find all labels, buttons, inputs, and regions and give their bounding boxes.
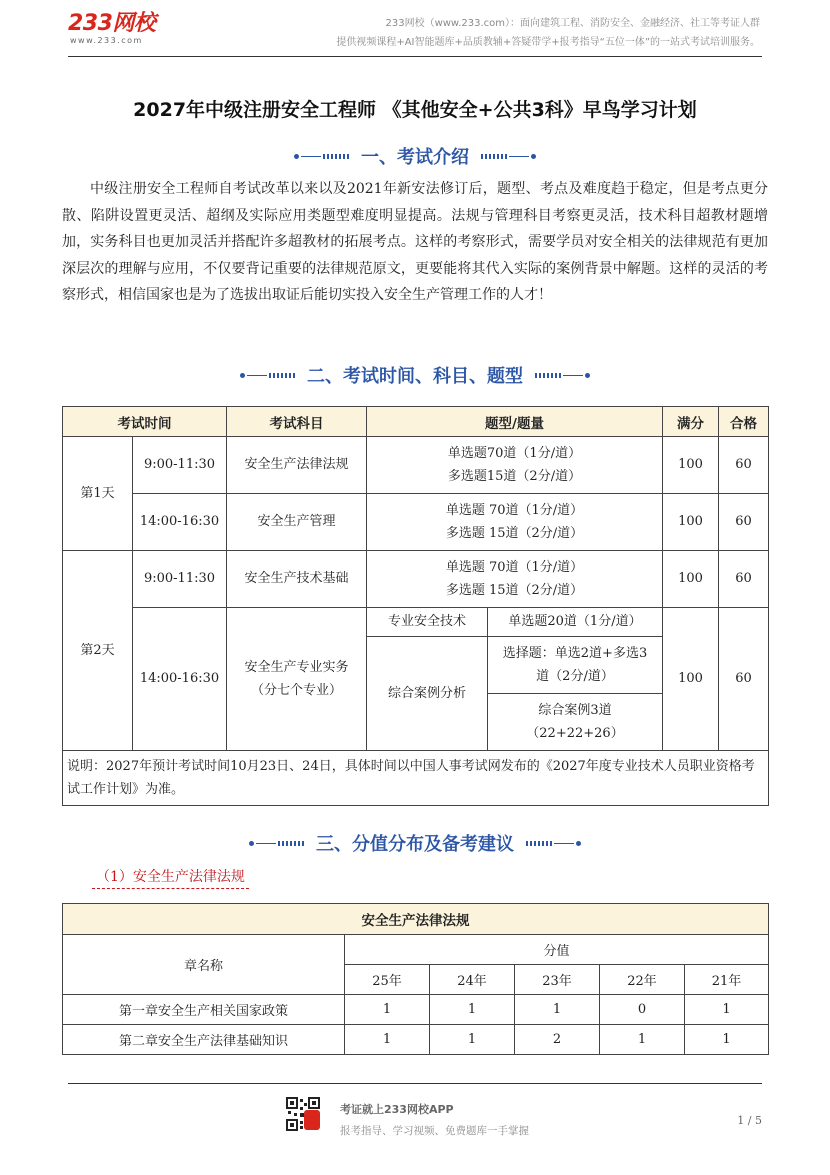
table-header-row xyxy=(63,407,769,437)
table-row xyxy=(63,494,769,551)
heading-ornament-right xyxy=(481,154,536,159)
score-cell: 1 xyxy=(515,995,600,1025)
heading-ornament-left xyxy=(294,154,349,159)
year-header: 21年 xyxy=(685,965,769,995)
footer-app-tagline: 报考指导、学习视频、免费题库一手掌握 xyxy=(340,1125,529,1137)
col-header-question-type: 题型/题量 xyxy=(367,407,663,437)
col-header-pass-score: 合格 xyxy=(719,407,769,437)
table-row xyxy=(63,551,769,608)
score-cell: 0 xyxy=(600,995,685,1025)
chapter-name: 第二章安全生产法律基础知识 xyxy=(63,1025,345,1055)
full-score-cell: 100 xyxy=(663,608,719,751)
question-cell: 选择题：单选2道+多选3 道（2分/道） xyxy=(488,637,663,694)
chapter-name: 第一章安全生产相关国家政策 xyxy=(63,995,345,1025)
logo-url: www.233.com xyxy=(70,36,143,45)
table-title-row xyxy=(63,904,769,935)
year-header: 23年 xyxy=(515,965,600,995)
heading-ornament-right xyxy=(526,841,581,846)
table-row xyxy=(63,995,769,1025)
score-cell: 1 xyxy=(685,1025,769,1055)
col-header-time: 考试时间 xyxy=(63,407,227,437)
table-note: 说明：2027年预计考试时间10月23日、24日，具体时间以中国人事考试网发布的《2027年度专业技术人员职业资格考试工作计划》为准。 xyxy=(63,751,769,806)
day-cell: 第1天 xyxy=(63,437,133,551)
question-cell: 单选题 70道（1分/道） 多选题 15道（2分/道） xyxy=(367,551,663,608)
year-header: 25年 xyxy=(345,965,430,995)
table-row xyxy=(63,608,769,637)
page-number: 1 / 5 xyxy=(737,1114,762,1127)
footer-app-promo[interactable]: 考证就上233网校APP xyxy=(340,1103,454,1116)
part-name-cell: 综合案例分析 xyxy=(367,637,488,751)
part-name-cell: 专业安全技术 xyxy=(367,608,488,637)
heading-ornament-left xyxy=(240,373,295,378)
subject-cell: 安全生产技术基础 xyxy=(227,551,367,608)
exam-schedule-table xyxy=(62,406,769,806)
brand-logo[interactable] xyxy=(68,12,155,45)
time-cell: 9:00-11:30 xyxy=(133,437,227,494)
time-cell: 14:00-16:30 xyxy=(133,494,227,551)
year-header: 22年 xyxy=(600,965,685,995)
pass-score-cell: 60 xyxy=(719,551,769,608)
score-header: 分值 xyxy=(345,935,769,965)
header-tagline-2: 提供视频课程+AI智能题库+品质教辅+答疑带学+报考指导“五位一体”的一站式考试培训服务。 xyxy=(336,37,760,48)
footer-divider xyxy=(68,1083,762,1084)
question-cell: 单选题70道（1分/道） 多选题15道（2分/道） xyxy=(367,437,663,494)
subsection-heading-law: （1）安全生产法律法规 xyxy=(92,866,249,889)
heading-ornament-left xyxy=(249,841,304,846)
time-cell: 14:00-16:30 xyxy=(133,608,227,751)
full-score-cell: 100 xyxy=(663,437,719,494)
pass-score-cell: 60 xyxy=(719,437,769,494)
score-cell: 1 xyxy=(430,1025,515,1055)
subject-cell: 安全生产专业实务 （分七个专业） xyxy=(227,608,367,751)
score-cell: 1 xyxy=(600,1025,685,1055)
year-header: 24年 xyxy=(430,965,515,995)
question-cell: 单选题 70道（1分/道） 多选题 15道（2分/道） xyxy=(367,494,663,551)
pass-score-cell: 60 xyxy=(719,608,769,751)
section-heading-score-distribution: 三、分值分布及备考建议 xyxy=(0,830,830,856)
header-divider xyxy=(68,56,762,57)
full-score-cell: 100 xyxy=(663,551,719,608)
question-cell: 单选题20道（1分/道） xyxy=(488,608,663,637)
score-cell: 1 xyxy=(685,995,769,1025)
table-header-row xyxy=(63,935,769,965)
subject-cell: 安全生产管理 xyxy=(227,494,367,551)
table-row xyxy=(63,1025,769,1055)
section-heading-intro: 一、考试介绍 xyxy=(0,143,830,169)
heading-ornament-right xyxy=(535,373,590,378)
intro-paragraph: 中级注册安全工程师自考试改革以来以及2021年新安法修订后，题型、考点及难度趋于稳定，但是考点更分散、陷阱设置更灵活、超纲及实际应用类题型难度明显提高。法规与管理科目考察更灵活，技术科目超教材题增加，实务科目也更加灵活并搭配许多超教材的拓展考点。这样的考察形式，需要学员对安全相关的法律规范有更加深层次的理解与应用，不仅要背记重要的法律规范原文，更要能将其代入实际的案例背景中解题。这样的灵活的考察形式，相信国家也是为了选拔出取证后能切实投入安全生产管理工作的人才！ xyxy=(62,181,768,303)
full-score-cell: 100 xyxy=(663,494,719,551)
document-title: 2027年中级注册安全工程师 《其他安全+公共3科》早鸟学习计划 xyxy=(133,99,697,121)
table-title: 安全生产法律法规 xyxy=(63,904,769,935)
col-header-full-score: 满分 xyxy=(663,407,719,437)
logo-text: 233网校 xyxy=(68,11,156,36)
score-cell: 1 xyxy=(345,995,430,1025)
law-score-table xyxy=(62,903,769,1055)
app-logo-icon xyxy=(304,1110,320,1130)
time-cell: 9:00-11:30 xyxy=(133,551,227,608)
day-cell: 第2天 xyxy=(63,551,133,751)
table-note-row xyxy=(63,751,769,806)
score-cell: 1 xyxy=(345,1025,430,1055)
section-heading-exam-schedule: 二、考试时间、科目、题型 xyxy=(0,362,830,388)
pass-score-cell: 60 xyxy=(719,494,769,551)
col-header-subject: 考试科目 xyxy=(227,407,367,437)
subject-cell: 安全生产法律法规 xyxy=(227,437,367,494)
question-cell: 综合案例3道 （22+22+26） xyxy=(488,694,663,751)
score-cell: 1 xyxy=(430,995,515,1025)
header-tagline-1: 233网校（www.233.com）：面向建筑工程、消防安全、金融经济、社工等考证人群 xyxy=(385,18,760,29)
chapter-header: 章名称 xyxy=(63,935,345,995)
score-cell: 2 xyxy=(515,1025,600,1055)
table-row xyxy=(63,437,769,494)
